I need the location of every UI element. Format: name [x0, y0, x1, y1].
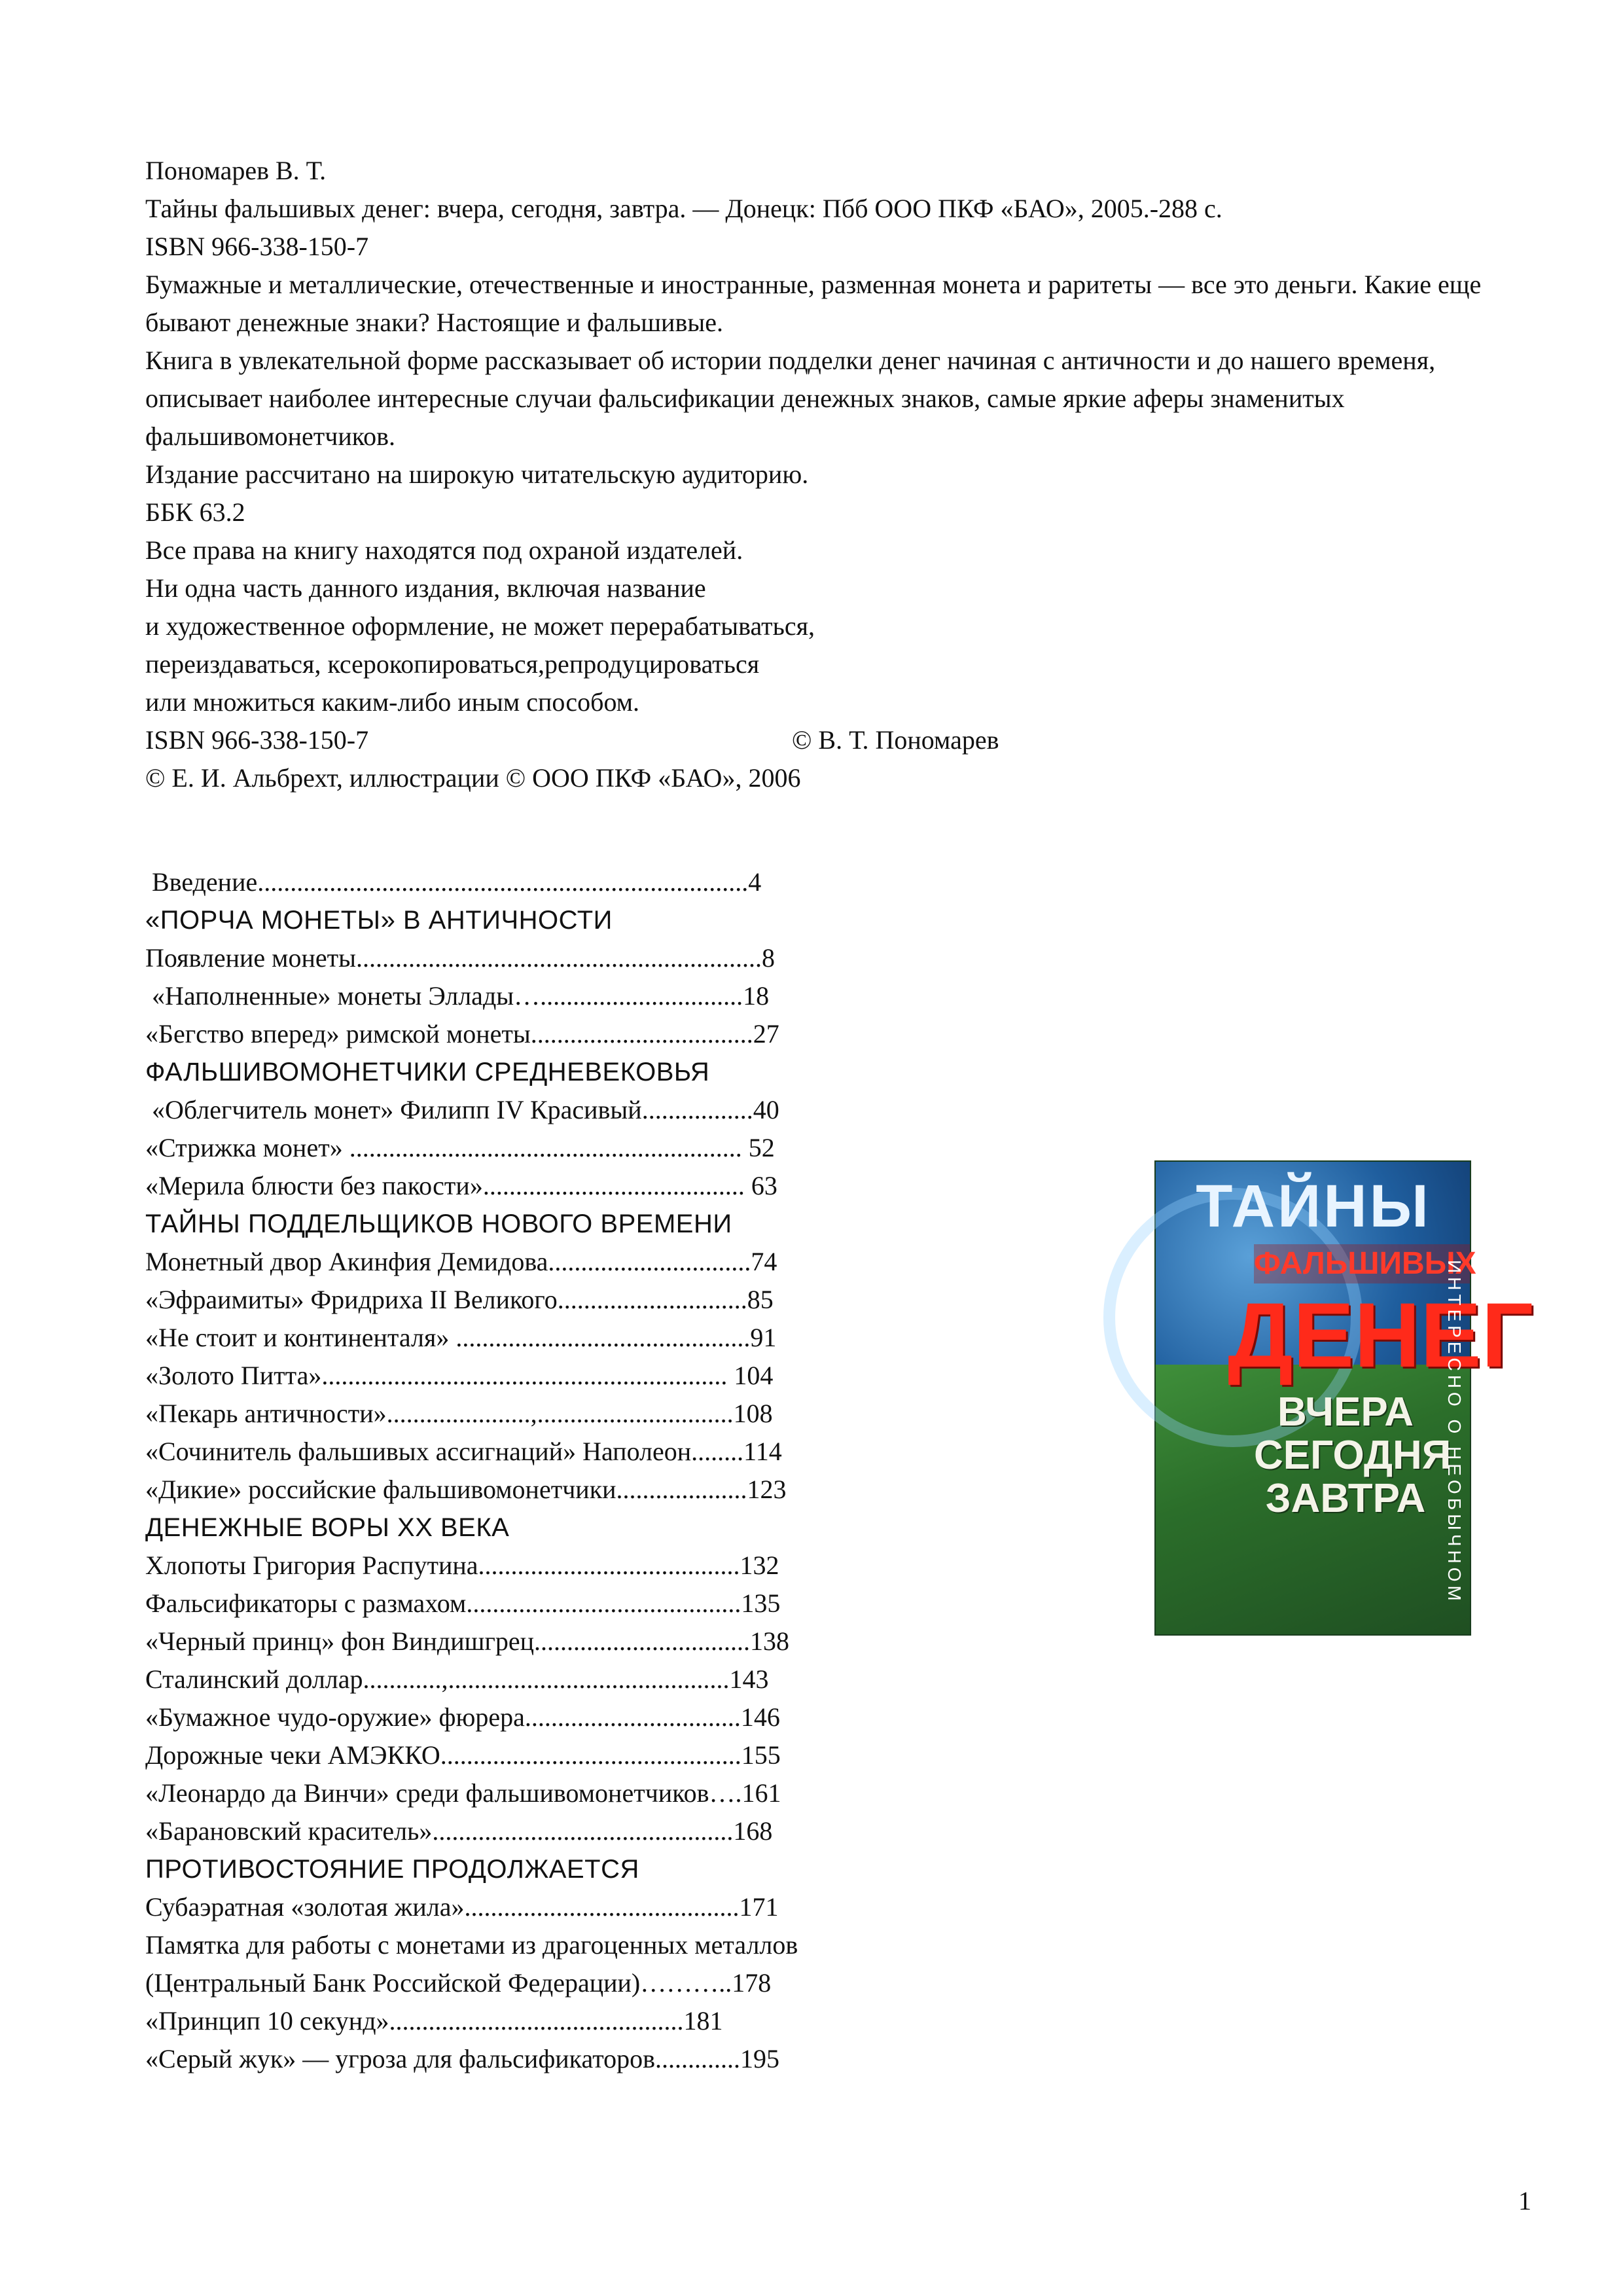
- toc-entry[interactable]: «Барановский краситель»..............................................168: [145, 1816, 773, 1846]
- toc-entry[interactable]: Введение...........................................................................4: [145, 867, 762, 897]
- toc-section-heading[interactable]: ФАЛЬШИВОМОНЕТЧИКИ СРЕДНЕВЕКОВЬЯ: [145, 1058, 710, 1086]
- copyright-illustrations: © Е. И. Альбрехт, иллюстрации © ООО ПКФ «БАО», 2006: [145, 763, 801, 793]
- toc-entry[interactable]: «Сочинитель фальшивых ассигнаций» Наполеон........114: [145, 1437, 782, 1466]
- toc-entry[interactable]: «Дикие» российские фальшивомонетчики....................123: [145, 1475, 787, 1504]
- rights-line: Ни одна часть данного издания, включая название: [145, 573, 706, 603]
- toc-entry[interactable]: «Наполненные» монеты Эллады…...............................18: [145, 981, 770, 1011]
- copyright-author: © В. Т. Пономарев: [792, 725, 999, 755]
- toc-entry[interactable]: «Мерила блюсти без пакости»........................................ 63: [145, 1171, 777, 1200]
- cover-subtitle-line: ВЧЕРА: [1277, 1390, 1414, 1435]
- audience-line: Издание рассчитано на широкую читательскую аудиторию.: [145, 459, 809, 489]
- toc-entry[interactable]: Памятка для работы с монетами из драгоценных металлов: [145, 1930, 798, 1960]
- toc-entry[interactable]: Появление монеты..............................................................8: [145, 943, 775, 973]
- toc-entry[interactable]: «Бегство вперед» римской монеты..................................27: [145, 1019, 779, 1049]
- front-matter: [145, 152, 1520, 797]
- rights-line: или множиться каким-либо иным способом.: [145, 687, 639, 717]
- toc-entry[interactable]: Дорожные чеки АМЭККО..............................................155: [145, 1740, 781, 1770]
- bbk-line: ББК 63.2: [145, 497, 245, 527]
- toc-entry[interactable]: «Не стоит и континенталя» .............................................91: [145, 1323, 777, 1352]
- toc-entry[interactable]: Фальсификаторы с размахом..........................................135: [145, 1588, 781, 1618]
- toc-entry[interactable]: «Леонардо да Винчи» среди фальшивомонетчиков….161: [145, 1778, 781, 1808]
- toc-entry[interactable]: Субаэратная «золотая жила»..........................................171: [145, 1892, 779, 1922]
- cover-series-label: ИНТЕРЕСНО О НЕОБЫЧНОМ: [1444, 1260, 1465, 1605]
- cover-subtitle-line: ЗАВТРА: [1265, 1476, 1426, 1521]
- toc-entry[interactable]: «Эфраимиты» Фридриха II Великого.............................85: [145, 1285, 774, 1314]
- toc-section-heading[interactable]: ДЕНЕЖНЫЕ ВОРЫ XX ВЕКА: [145, 1513, 510, 1542]
- annotation-paragraph-2: Книга в увлекательной форме рассказывает об истории подделки денег начиная с античности и до нашего временя, описывает наиболее интересные случаи фальсификации денежных знаков, самые яркие аферы знаменитых фальшивомонетчиков.: [145, 346, 1436, 451]
- toc-entry[interactable]: «Принцип 10 секунд».............................................181: [145, 2006, 723, 2036]
- toc-entry[interactable]: «Бумажное чудо-оружие» фюрера.................................146: [145, 1702, 780, 1732]
- rights-line: переиздаваться, ксерокопироваться,репродуцироваться: [145, 649, 760, 679]
- toc-entry[interactable]: «Черный принц» фон Виндишгрец.................................138: [145, 1626, 790, 1656]
- toc-entry[interactable]: Сталинский доллар............,...........................................143: [145, 1664, 769, 1694]
- cover-subtitle: [1254, 1390, 1452, 1521]
- cover-title-mid: ФАЛЬШИВЫХ: [1254, 1244, 1470, 1283]
- book-cover-image: [1154, 1160, 1533, 1636]
- toc-entry[interactable]: «Золото Питта».............................................................. 104: [145, 1361, 774, 1390]
- rights-line: Все права на книгу находятся под охраной издателей.: [145, 535, 743, 565]
- rights-line: и художественное оформление, не может перерабатываться,: [145, 611, 815, 641]
- rights-isbn: ISBN 966-338-150-7: [145, 725, 369, 755]
- cover-title-top: ТАЙНЫ: [1196, 1173, 1431, 1240]
- isbn-copyright-row: [145, 721, 1520, 759]
- toc-entry[interactable]: «Облегчитель монет» Филипп IV Красивый.................40: [145, 1095, 779, 1124]
- toc-entry[interactable]: Хлопоты Григория Распутина........................................132: [145, 1551, 779, 1580]
- isbn-line: ISBN 966-338-150-7: [145, 232, 369, 261]
- annotation-paragraph-1: Бумажные и металлические, отечественные и иностранные, разменная монета и раритеты — все это деньги. Какие еще бывают денежные знаки? Настоящие и фальшивые.: [145, 270, 1482, 337]
- page-number: 1: [1518, 2186, 1531, 2215]
- cover-title-main: ДЕНЕГ: [1228, 1283, 1533, 1386]
- toc-section-heading[interactable]: ПРОТИВОСТОЯНИЕ ПРОДОЛЖАЕТСЯ: [145, 1855, 639, 1884]
- toc-entry[interactable]: (Центральный Банк Российской Федерации)………..178: [145, 1968, 772, 1998]
- toc-section-heading[interactable]: ТАЙНЫ ПОДДЕЛЬЩИКОВ НОВОГО ВРЕМЕНИ: [145, 1210, 732, 1238]
- toc-entry[interactable]: Монетный двор Акинфия Демидова...............................74: [145, 1247, 777, 1276]
- toc-entry[interactable]: «Серый жук» — угроза для фальсификаторов.............195: [145, 2044, 780, 2073]
- toc-section-heading[interactable]: «ПОРЧА МОНЕТЫ» В АНТИЧНОСТИ: [145, 906, 613, 935]
- table-of-contents: [145, 863, 996, 2078]
- author-line: Пономарев В. Т.: [145, 156, 327, 185]
- toc-entry[interactable]: «Стрижка монет» ............................................................ 52: [145, 1133, 775, 1162]
- bibliographic-record: Тайны фальшивых денег: вчера, сегодня, завтра. — Донецк: Пбб ООО ПКФ «БАО», 2005.-288 с.: [145, 194, 1222, 223]
- toc-entry[interactable]: «Пекарь античности»......................,..............................108: [145, 1399, 773, 1428]
- cover-subtitle-line: СЕГОДНЯ: [1254, 1433, 1452, 1478]
